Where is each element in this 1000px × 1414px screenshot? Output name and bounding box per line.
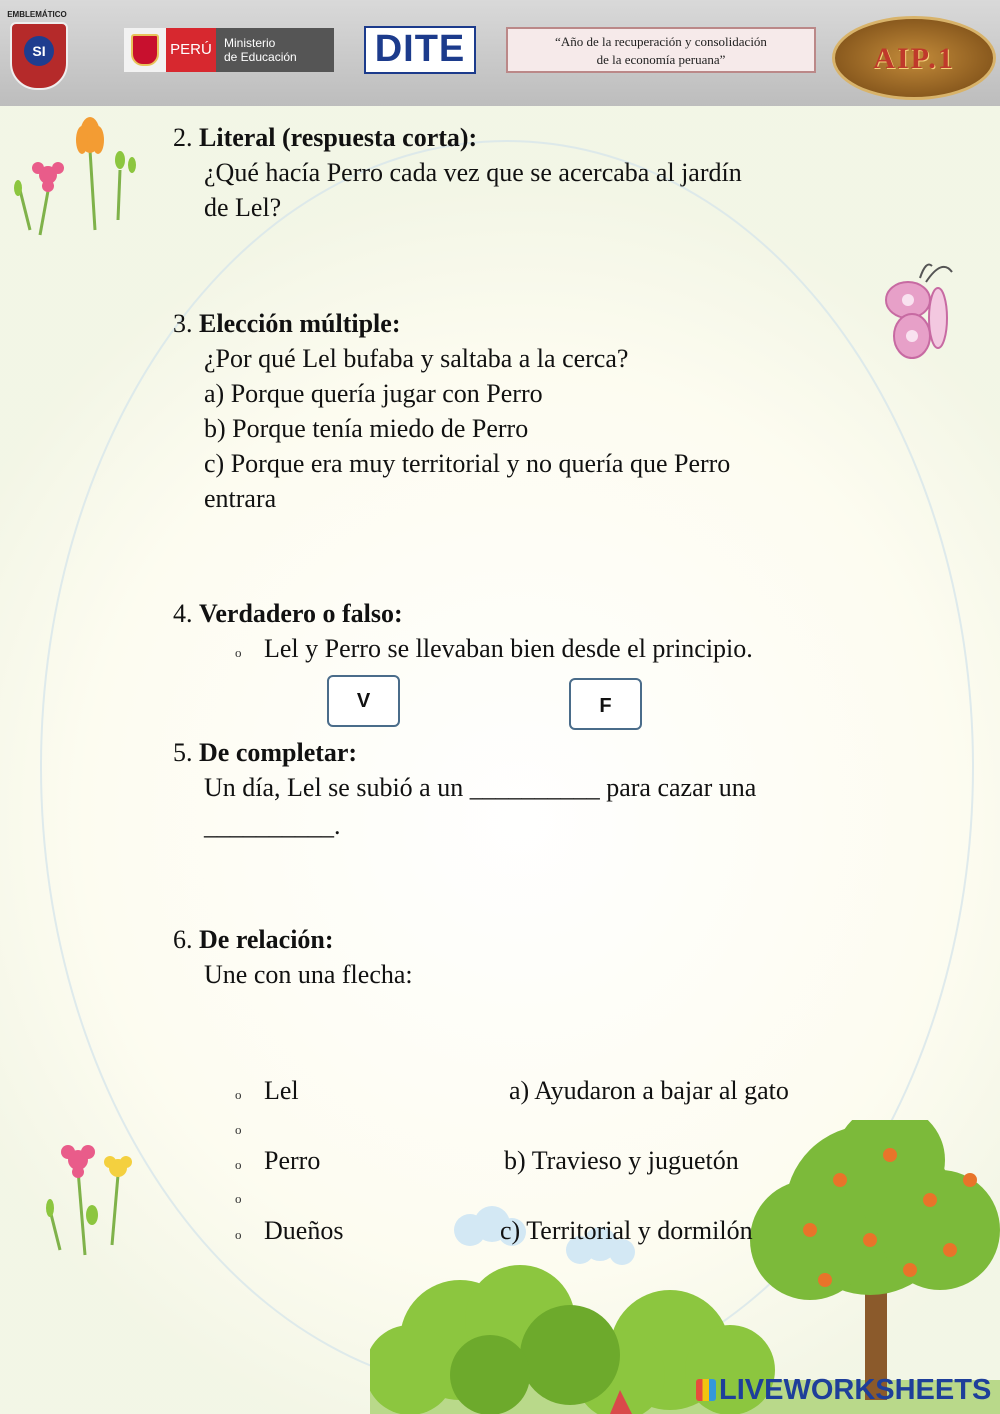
q6-right-item[interactable]: a) Ayudaron a bajar al gato xyxy=(509,1076,789,1105)
question-5 xyxy=(173,735,873,770)
q4-number: 4. xyxy=(173,599,193,628)
emblem-initials: SI xyxy=(24,36,54,66)
q4-statement: Lel y Perro se llevaban bien desde el principio. xyxy=(264,634,753,663)
q6-left-item[interactable]: Lel xyxy=(264,1076,299,1105)
q2-line1: ¿Qué hacía Perro cada vez que se acercaba al jardín xyxy=(204,158,742,187)
q2-title: Literal (respuesta corta): xyxy=(199,123,478,152)
dite-logo: DITE xyxy=(364,26,476,74)
question-2 xyxy=(173,120,873,155)
liveworksheets-text: LIVEWORKSHEETS xyxy=(719,1374,992,1406)
q5-blank-2[interactable]: __________. xyxy=(204,811,341,840)
false-answer-box[interactable]: F xyxy=(569,678,642,730)
q6-bullet: o xyxy=(235,1122,242,1137)
ministry-name-line1: Ministerio xyxy=(224,36,276,50)
q3-option-b[interactable]: b) Porque tenía miedo de Perro xyxy=(204,414,529,443)
year-slogan-line2: de la economía peruana” xyxy=(596,52,726,67)
true-answer-box[interactable]: V xyxy=(327,675,400,727)
q5-title: De completar: xyxy=(199,738,358,767)
q6-bullet: o xyxy=(235,1227,242,1242)
aip-logo: AIP.1 xyxy=(832,16,996,100)
q5-text-before: Un día, Lel se subió a un xyxy=(204,773,464,802)
q6-title: De relación: xyxy=(199,925,334,954)
q3-option-a[interactable]: a) Porque quería jugar con Perro xyxy=(204,379,543,408)
flowers-top-left-icon xyxy=(0,110,170,240)
q3-title: Elección múltiple: xyxy=(199,309,401,338)
ministry-name-line2: de Educación xyxy=(224,50,297,64)
ministry-name xyxy=(216,28,334,72)
q3-number: 3. xyxy=(173,309,193,338)
q4-title: Verdadero o falso: xyxy=(199,599,403,628)
question-6 xyxy=(173,922,873,957)
q6-bullet: o xyxy=(235,1087,242,1102)
q5-blank-1[interactable]: __________ xyxy=(469,773,600,802)
q6-number: 6. xyxy=(173,925,193,954)
liveworksheets-brand xyxy=(696,1374,991,1407)
q6-bullet: o xyxy=(235,1191,242,1206)
q6-bullet: o xyxy=(235,1157,242,1172)
question-4 xyxy=(173,596,873,631)
liveworksheets-logo-icon xyxy=(696,1379,716,1401)
ministry-logo xyxy=(124,28,334,72)
q2-line2: de Lel? xyxy=(204,193,282,222)
question-3 xyxy=(173,306,873,341)
butterfly-icon xyxy=(880,258,965,373)
q6-right-item[interactable]: c) Territorial y dormilón xyxy=(500,1216,753,1245)
emblem-shield-icon xyxy=(10,22,68,90)
q6-left-item[interactable]: Perro xyxy=(264,1146,321,1175)
q5-number: 5. xyxy=(173,738,193,767)
q6-left-item[interactable]: Dueños xyxy=(264,1216,344,1245)
year-slogan xyxy=(506,27,816,73)
q3-option-c-cont[interactable]: entrara xyxy=(204,484,277,513)
q5-line1 xyxy=(204,770,756,805)
emblem-label: EMBLEMÁTICO xyxy=(7,10,67,19)
q6-instruction: Une con una flecha: xyxy=(204,960,413,989)
q2-number: 2. xyxy=(173,123,193,152)
q4-bullet: o xyxy=(235,645,242,660)
q5-text-after: para cazar una xyxy=(606,773,757,802)
q6-right-item[interactable]: b) Travieso y juguetón xyxy=(504,1146,739,1175)
q3-option-c[interactable]: c) Porque era muy territorial y no quería que Perro xyxy=(204,449,731,478)
flowers-bottom-left-icon xyxy=(30,1130,160,1260)
header-banner xyxy=(0,0,1000,106)
school-emblem xyxy=(4,6,70,92)
q3-question: ¿Por qué Lel bufaba y saltaba a la cerca? xyxy=(204,344,629,373)
year-slogan-line1: “Año de la recuperación y consolidación xyxy=(555,34,767,49)
peru-shield-icon xyxy=(124,28,166,72)
ministry-country: PERÚ xyxy=(166,28,216,72)
